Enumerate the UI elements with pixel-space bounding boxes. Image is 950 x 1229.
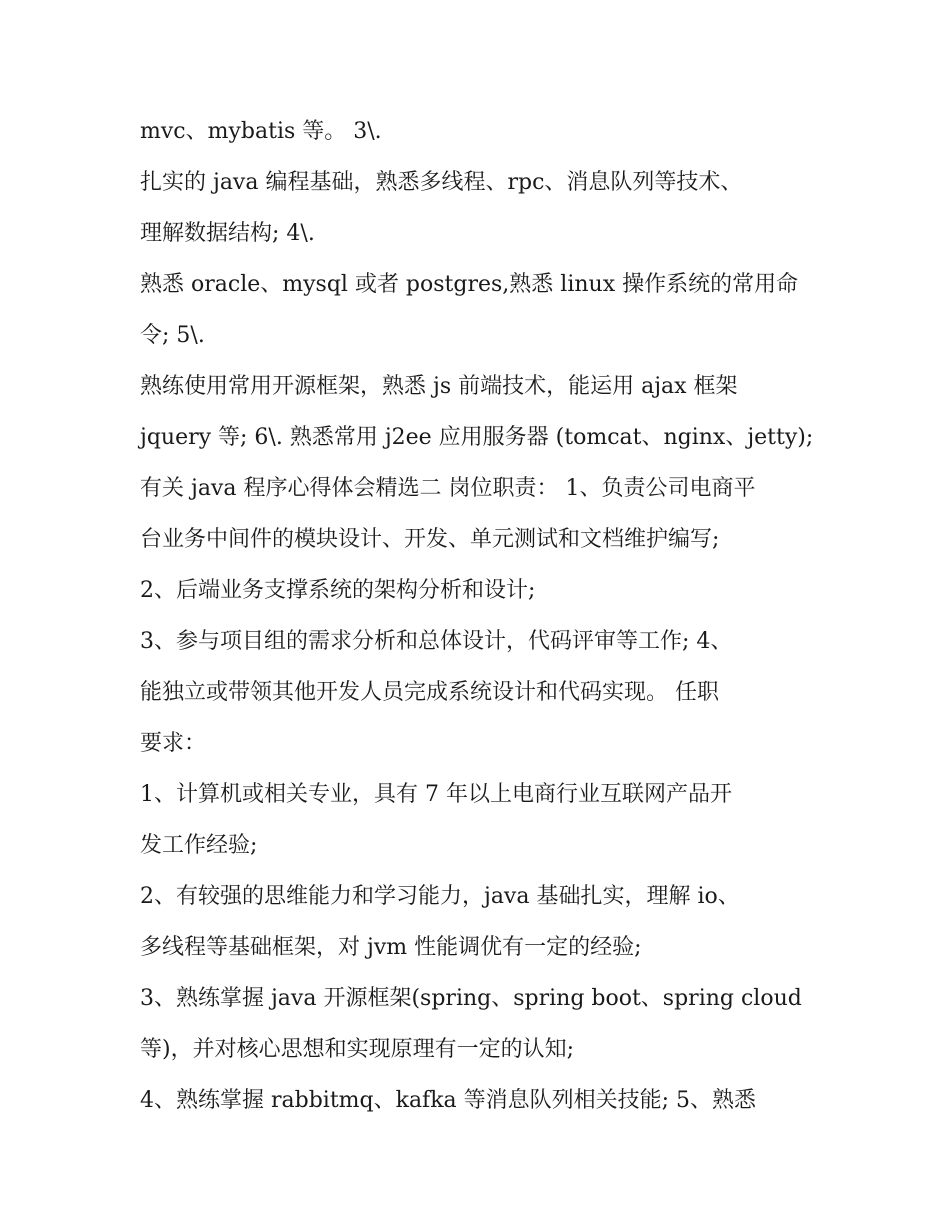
text-line: 2、有较强的思维能力和学习能力，java 基础扎实，理解 io、	[140, 884, 740, 909]
text-line: 能独立或带领其他开发人员完成系统设计和代码实现。 任职	[140, 680, 719, 705]
text-line: 3、参与项目组的需求分析和总体设计，代码评审等工作; 4、	[140, 629, 733, 654]
text-line: 2、后端业务支撑系统的架构分析和设计;	[140, 578, 536, 603]
text-line: 发工作经验;	[140, 833, 258, 858]
text-line: 要求：	[140, 731, 207, 756]
text-line: 熟练使用常用开源框架，熟悉 js 前端技术，能运用 ajax 框架	[140, 374, 738, 399]
text-line: mvc、mybatis 等。 3\.	[140, 119, 382, 144]
text-line: 多线程等基础框架，对 jvm 性能调优有一定的经验;	[140, 935, 642, 960]
text-line: 台业务中间件的模块设计、开发、单元测试和文档维护编写;	[140, 527, 720, 552]
text-line: 扎实的 java 编程基础，熟悉多线程、rpc、消息队列等技术、	[140, 170, 743, 195]
text-line: 熟悉 oracle、mysql 或者 postgres,熟悉 linux 操作系统的常用命	[140, 272, 799, 297]
text-line: 1、计算机或相关专业，具有 7 年以上电商行业互联网产品开	[140, 782, 732, 807]
text-line: 令; 5\.	[140, 323, 205, 348]
text-line: jquery 等; 6\. 熟悉常用 j2ee 应用服务器 (tomcat、nginx、jetty);	[140, 425, 814, 450]
text-line: 3、熟练掌握 java 开源框架(spring、spring boot、spring cloud	[140, 986, 802, 1011]
text-line: 4、熟练掌握 rabbitmq、kafka 等消息队列相关技能; 5、熟悉	[140, 1088, 757, 1113]
text-line: 有关 java 程序心得体会精选二 岗位职责： 1、负责公司电商平	[140, 476, 756, 501]
text-line: 理解数据结构; 4\.	[140, 221, 315, 246]
text-line: 等)，并对核心思想和实现原理有一定的认知;	[140, 1037, 574, 1062]
document-body	[140, 106, 830, 1126]
